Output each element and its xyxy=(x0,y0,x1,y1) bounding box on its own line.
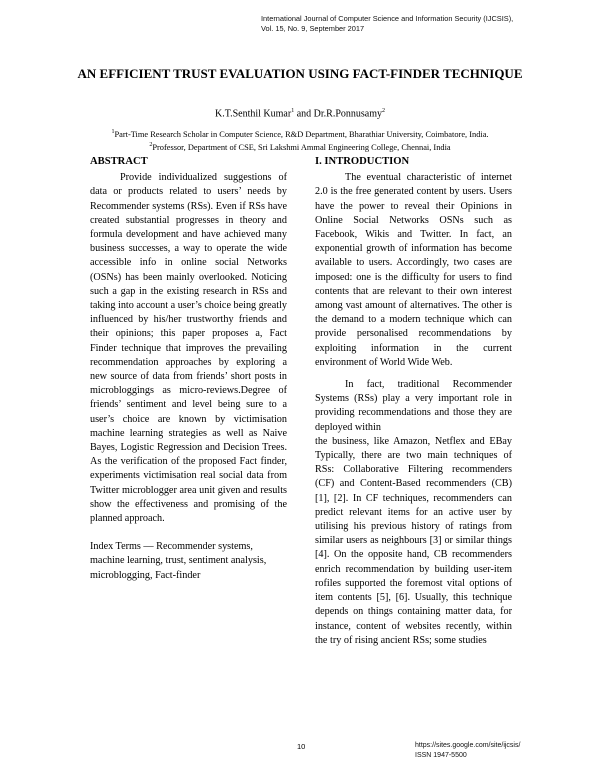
left-column xyxy=(90,155,287,583)
author-separator: and xyxy=(294,108,314,120)
abstract-heading: ABSTRACT xyxy=(90,156,148,167)
intro-paragraph-2: In fact, traditional Recommender Systems (RSs) play a very important role in providing recommendations and those they are deployed within xyxy=(315,379,512,433)
author-affil-mark: 2 xyxy=(382,108,385,114)
right-column xyxy=(315,155,512,648)
intro-paragraph-3: the business, like Amazon, Netflex and EBay Typically, there are two main techniques of RSs: Collaborative Filtering recommenders (CF) and Content-Based recommenders (CB) [1], [2]. In CF techniques, recommenders can predict relevant items for an active user by utilising his previous history of ratings from similar users as neighbours [3] or similar things [4]. On the opposite hand, CB recommenders enrich recommendation by building user-item rofiles supported the foremost vital options of item contents [5], [6]. Usually, this technique depends on things containing matter data, for instance, content of websites recently, within the try of rising ancient RSs; some studies xyxy=(315,435,512,646)
affiliation-2 xyxy=(0,140,600,153)
affiliation-text: Professor, Department of CSE, Sri Lakshmi Ammal Engineering College, Chennai, India xyxy=(152,142,451,152)
affiliation-text: Part-Time Research Scholar in Computer Science, R&D Department, Bharathiar University, Coimbatore, India. xyxy=(114,129,489,139)
journal-volume: Vol. 15, No. 9, September 2017 xyxy=(261,24,365,33)
issn: ISSN 1947-5500 xyxy=(415,751,467,759)
journal-name: International Journal of Computer Science and Information Security (IJCSIS), xyxy=(261,14,514,23)
abstract-text: Provide individualized suggestions of data or products related to users’ needs by Recommender systems (RSs). Even if RSs have created substantial progresses in theory and formula development and have achieved many business successes, a way to operate the wide accessible info in online social Networks (OSNs) has been mainly overlooked. Noticing such a gap in the existing research in RSs and taking into account a user’s choice being greatly influenced by his/her trustworthy friends and their opinions; this paper proposes a, Fact Finder technique that improves the prevailing recommendation approaches by exploring a new source of data from friends’ short posts in microbloggings as micro-reviews.Degree of friends’ sentiment and level being sure to a user’s choice are known by victimisation machine learning strategies as well as Naive Bayes, Logistic Regression and Decision Trees. As the verification of the proposed Fact finder, experiments victimisation real social data from Twitter microblogger area unit given and results show the effectiveness and promising of the planned approach. xyxy=(90,172,287,525)
page-number: 10 xyxy=(297,742,306,751)
index-terms: Index Terms — Recommender systems, machine learning, trust, sentiment analysis, microblogging, Fact-finder xyxy=(90,541,267,581)
affil-mark: 1 xyxy=(111,129,115,135)
footer-info xyxy=(415,741,520,760)
journal-header xyxy=(261,14,513,34)
intro-paragraph-1: The eventual characteristic of internet 2.0 is the free generated content by users. Users have the power to reveal their Opinions in Online Social Networks OSNs such as Facebook, Wikis and Twitter. In fact, an exponential growth of information has become available to users. Accordingly, two cases are imposed: one is the difficulty for users to find contents that are relevant to their own interest among vast amount of alternatives. The other is the demand to a modern technique which can provide personalised recommendations by exploiting information in the current environment of World Wide Web. xyxy=(315,172,512,368)
journal-url: https://sites.google.com/site/ijcsis/ xyxy=(415,742,521,749)
paper-title: AN EFFICIENT TRUST EVALUATION USING FACT-FINDER TECHNIQUE xyxy=(77,66,523,81)
introduction-heading: I. INTRODUCTION xyxy=(315,156,410,167)
author-name: K.T.Senthil Kumar xyxy=(215,108,292,120)
author-name: Dr.R.Ponnusamy xyxy=(313,108,382,120)
author-line xyxy=(0,108,600,119)
affiliation-1 xyxy=(0,127,600,140)
affil-mark: 2 xyxy=(149,142,153,148)
author-affil-mark: 1 xyxy=(291,108,295,114)
